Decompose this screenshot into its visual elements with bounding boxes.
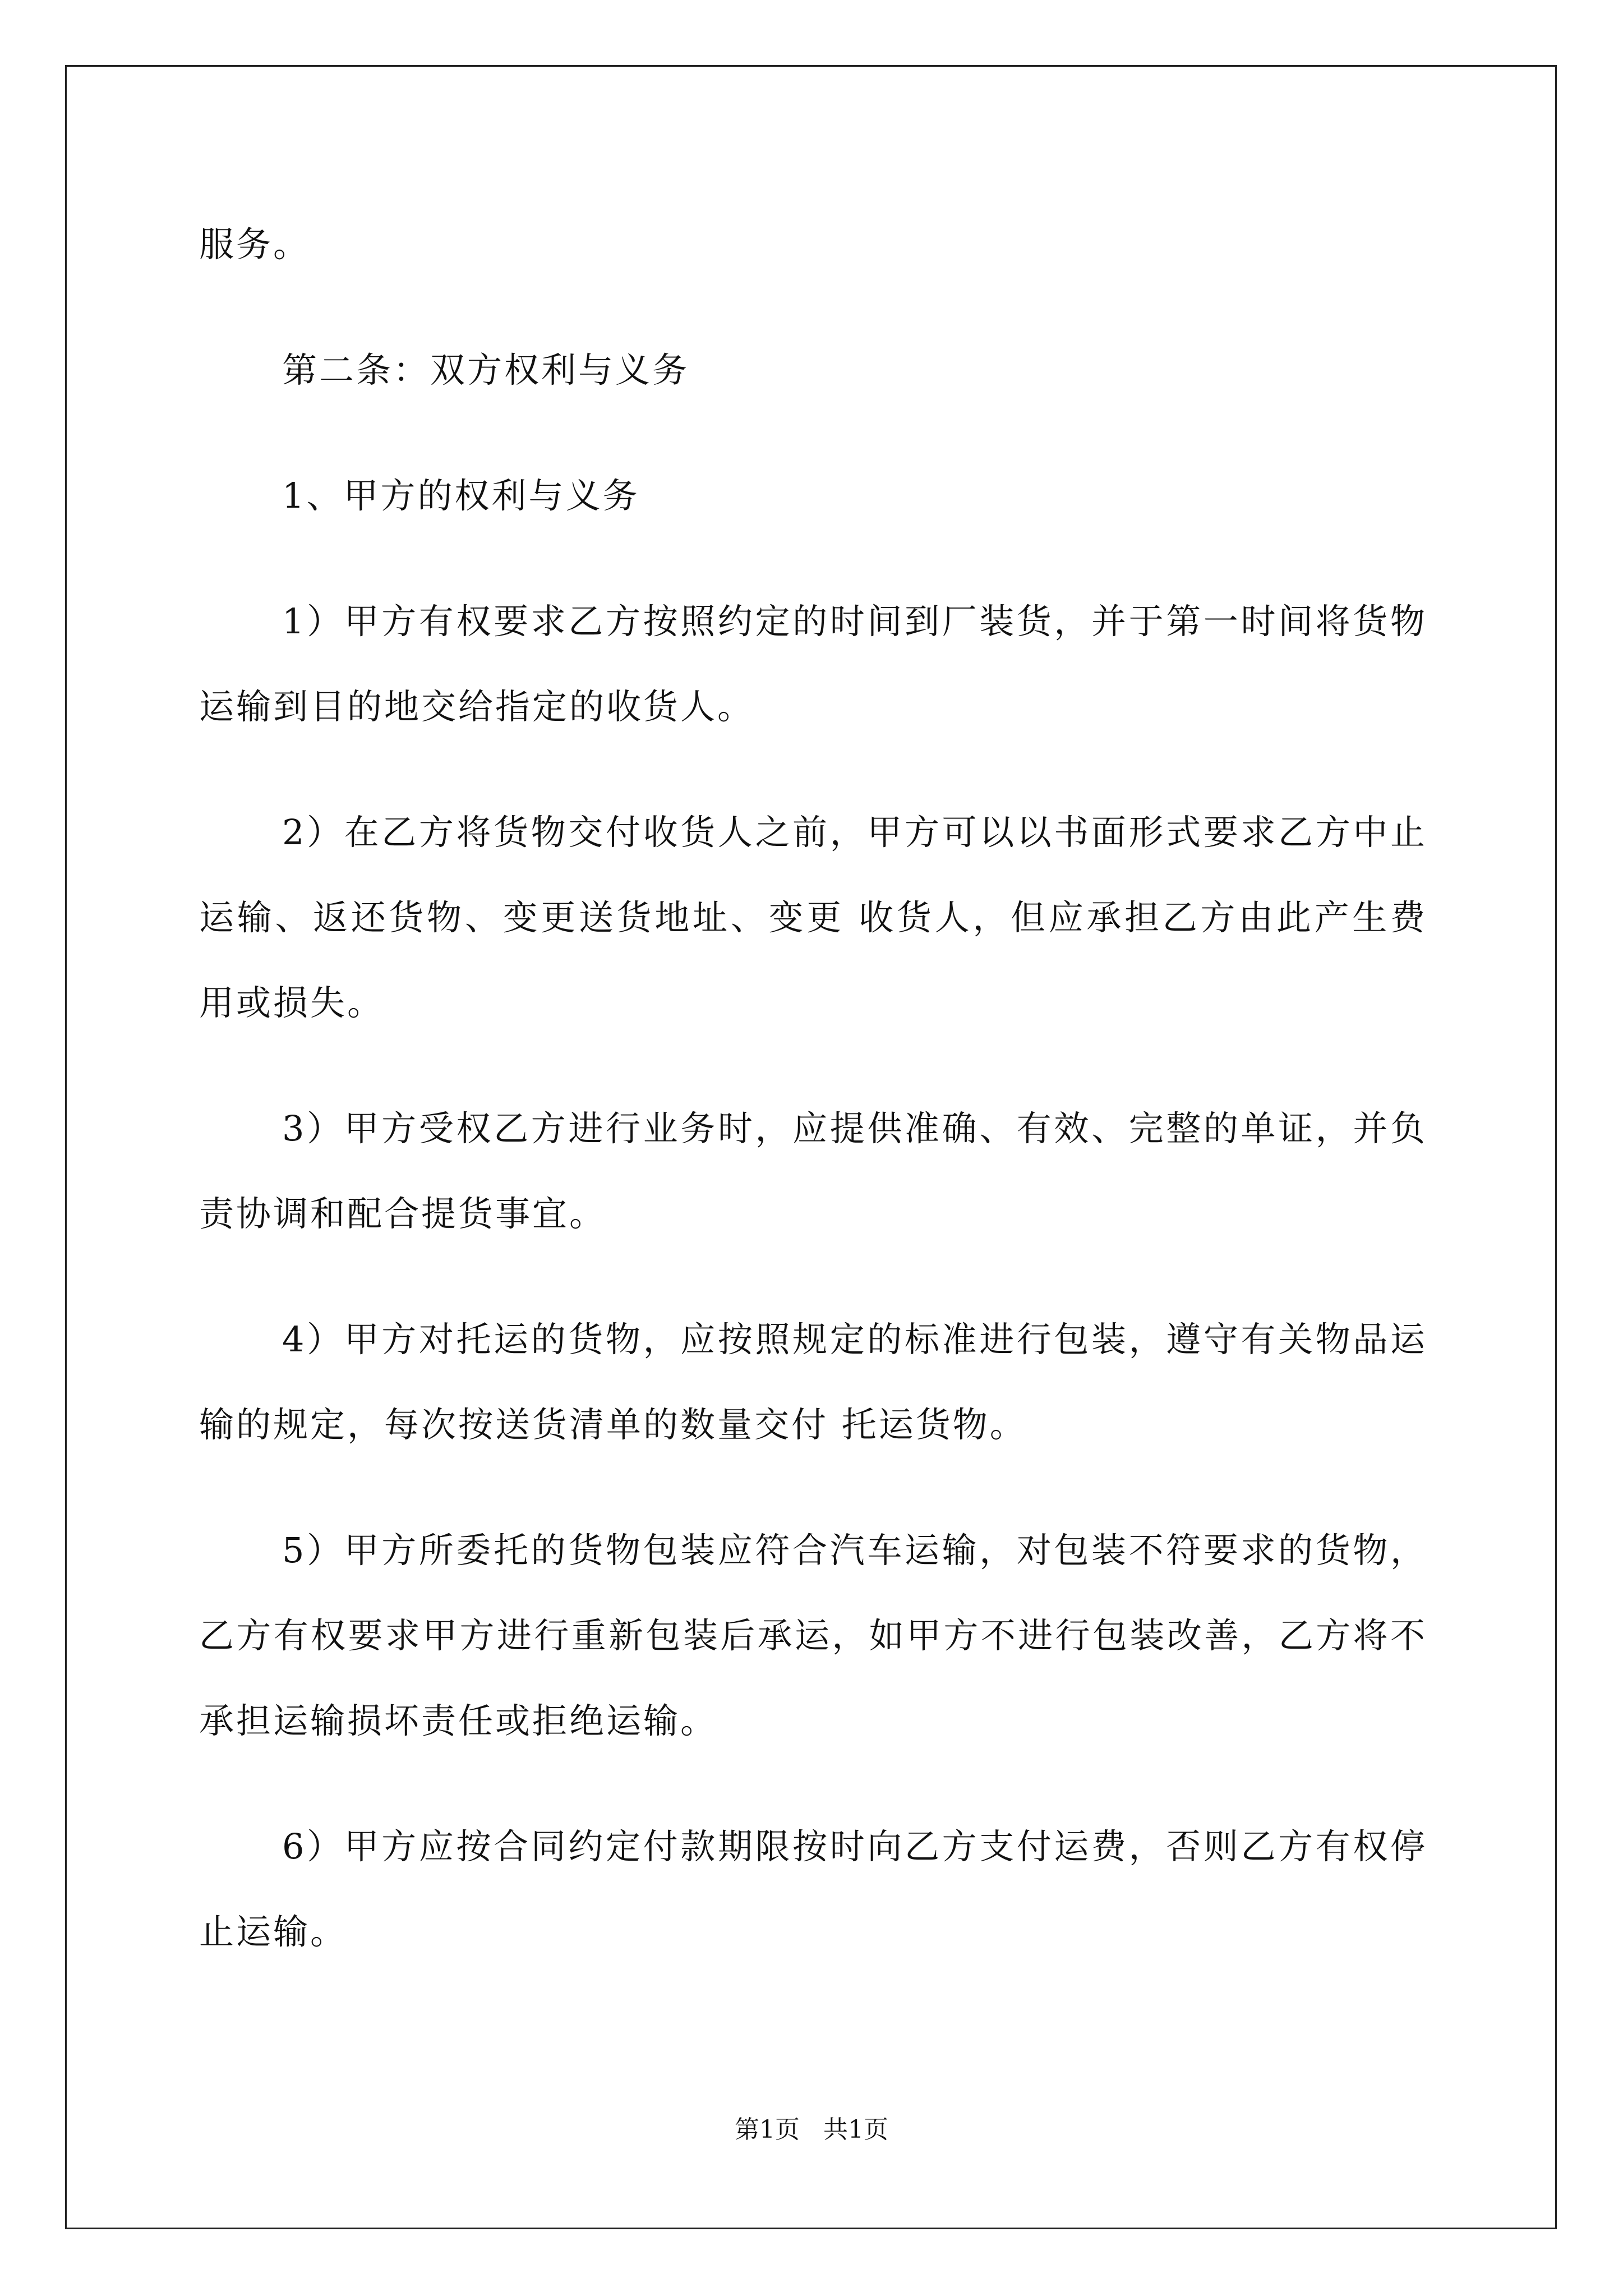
clause-2: 2）在乙方将货物交付收货人之前，甲方可以以书面形式要求乙方中止运输、返还货物、变更送货地址、变更 收货人，但应承担乙方由此产生费用或损失。 [199, 812, 1427, 1023]
clause-4: 4）甲方对托运的货物，应按照规定的标准进行包装，遵守有关物品运输的规定，每次按送货清单的数量交付 托运货物。 [199, 1319, 1427, 1445]
clause-1: 1）甲方有权要求乙方按照约定的时间到厂装货，并于第一时间将货物运输到目的地交给指定的收货人。 [199, 601, 1427, 727]
clause-3: 3）甲方受权乙方进行业务时，应提供准确、有效、完整的单证，并负责协调和配合提货事宜。 [199, 1108, 1427, 1234]
section-heading: 第二条：双方权利与义务 [282, 349, 690, 390]
subsection-heading: 1、甲方的权利与义务 [282, 475, 640, 516]
document-body [199, 202, 1427, 1975]
clause-5: 5）甲方所委托的货物包装应符合汽车运输，对包装不符要求的货物，乙方有权要求甲方进行重新包装后承运，如甲方不进行包装改善，乙方将不承担运输损坏责任或拒绝运输。 [199, 1530, 1427, 1741]
paragraph-continuation: 服务。 [199, 224, 311, 265]
page-footer: 第1页 共1页 [735, 2115, 888, 2144]
clause-6: 6）甲方应按合同约定付款期限按时向乙方支付运费，否则乙方有权停止运输。 [199, 1826, 1427, 1952]
